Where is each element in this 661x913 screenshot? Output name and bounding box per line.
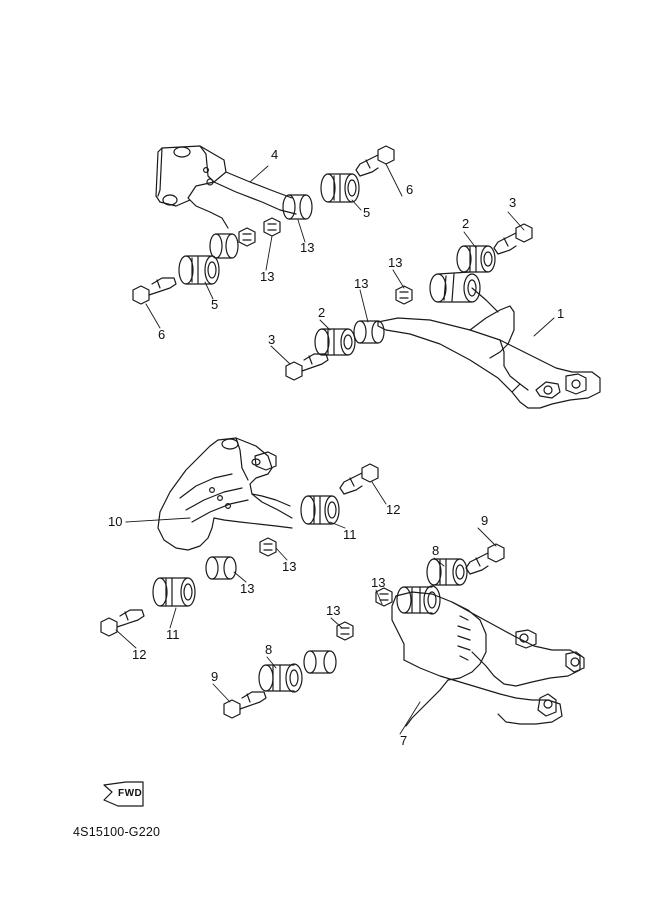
nut-lower-left-a xyxy=(260,538,276,556)
collar-upper-right xyxy=(283,195,312,219)
callout-2-a: 2 xyxy=(462,216,470,231)
bolt-right-a xyxy=(494,224,532,254)
nut-right-a xyxy=(396,286,412,304)
collar-upper-left xyxy=(210,234,238,258)
callout-5-b: 5 xyxy=(211,297,219,312)
callout-12-a: 12 xyxy=(386,502,401,517)
callout-10: 10 xyxy=(108,514,123,529)
callout-2-b: 2 xyxy=(318,305,326,320)
callout-6-b: 6 xyxy=(158,327,166,342)
collar-lower-right-b xyxy=(304,651,336,673)
callout-13-b: 13 xyxy=(260,269,275,284)
callout-13-a: 13 xyxy=(300,240,315,255)
callout-13-d: 13 xyxy=(388,255,403,270)
lower-right-arm xyxy=(392,586,584,726)
bushing-lower-left-a xyxy=(301,496,339,524)
callout-9-a: 9 xyxy=(481,513,489,528)
bolt-lower-right-c xyxy=(224,692,266,718)
callout-12-b: 12 xyxy=(132,647,147,662)
bushing-upper-right xyxy=(321,174,359,202)
bushing-lower-right-a xyxy=(427,559,467,585)
bolt-lower-right-a xyxy=(466,544,504,574)
bushing-right-a xyxy=(457,246,495,272)
lower-left-arm xyxy=(158,438,292,550)
bolt-lower-left-a xyxy=(340,464,378,494)
collar-right-b xyxy=(354,321,384,343)
callout-1: 1 xyxy=(557,306,565,321)
callout-5-a: 5 xyxy=(363,205,371,220)
bushing-lower-right-b xyxy=(259,664,302,692)
bushing-upper-left xyxy=(179,256,219,284)
nut-lower-right-b xyxy=(337,622,353,640)
bolt-upper-left xyxy=(133,278,176,304)
upper-right-arm xyxy=(378,272,600,408)
callout-13-c: 13 xyxy=(354,276,369,291)
callout-13-e: 13 xyxy=(282,559,297,574)
forward-direction-marker: FWD xyxy=(118,788,143,799)
nut-upper-b xyxy=(264,218,280,236)
nut-upper-a xyxy=(239,228,255,246)
callout-8-b: 8 xyxy=(265,642,273,657)
callout-13-h: 13 xyxy=(326,603,341,618)
callout-3-a: 3 xyxy=(509,195,517,210)
part-code-label: 4S15100-G220 xyxy=(73,825,161,839)
bolt-upper-right xyxy=(356,146,394,176)
callout-3-b: 3 xyxy=(268,332,276,347)
bushing-lower-left-b xyxy=(153,578,195,606)
callout-13-f: 13 xyxy=(240,581,255,596)
callout-13-g: 13 xyxy=(371,575,386,590)
callout-6-a: 6 xyxy=(406,182,414,197)
callout-7: 7 xyxy=(400,733,408,748)
callout-9-b: 9 xyxy=(211,669,219,684)
nut-lower-right-a xyxy=(376,588,392,606)
bolt-right-b xyxy=(286,354,328,380)
callout-11-b: 11 xyxy=(166,627,180,642)
callout-8-a: 8 xyxy=(432,543,440,558)
callout-4: 4 xyxy=(271,147,279,162)
leader-lines xyxy=(116,164,554,734)
bolt-lower-left-b xyxy=(101,610,144,636)
callout-11-a: 11 xyxy=(343,527,357,542)
bushing-right-b xyxy=(315,329,355,355)
collar-lower-left-b xyxy=(206,557,236,579)
